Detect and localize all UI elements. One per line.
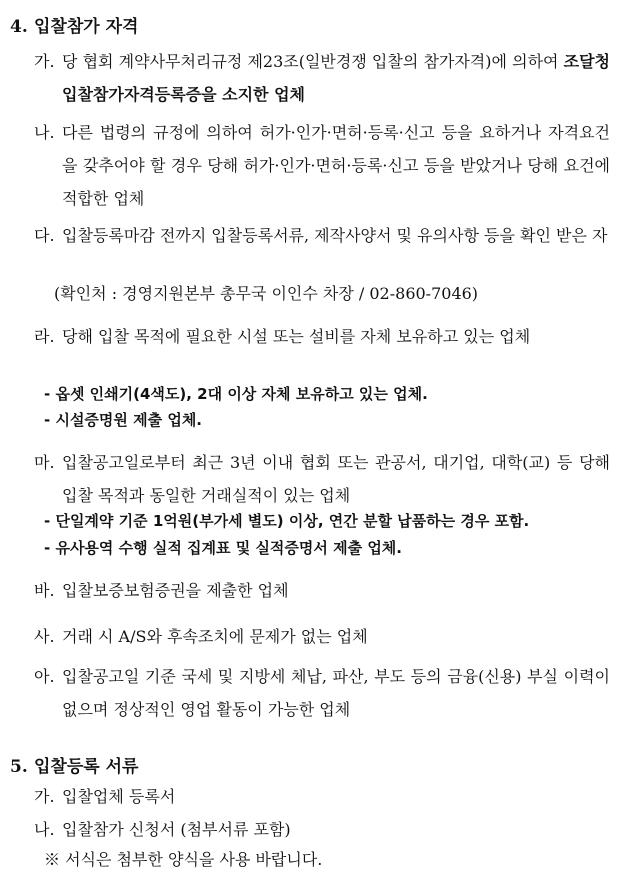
item-ga-bold-text: 조달청 입찰참가자격등록증을 소지한 업체 <box>62 52 610 104</box>
section-4-title: 입찰참가 자격 <box>34 17 139 37</box>
section-5-item-ga <box>34 780 610 813</box>
item-ra-sub-2: - 시설증명원 제출 업체. <box>44 411 203 429</box>
item-ma-text: 입찰공고일로부터 최근 3년 이내 협회 또는 관공서, 대기업, 대학(교) 등 당해 입찰 목적과 동일한 거래실적이 있는 업체 <box>62 453 610 505</box>
item-ba-marker: 바. <box>34 581 55 600</box>
item-aa-text: 입찰공고일 기준 국세 및 지방세 체납, 파산, 부도 등의 금융(신용) 부실 이력이 없으며 정상적인 영업 활동이 가능한 업체 <box>62 667 610 719</box>
item-sa-marker: 사. <box>34 627 55 646</box>
item-na-text: 다른 법령의 규정에 의하여 허가·인가·면허·등록·신고 등을 요하거나 자격요건을 갖추어야 할 경우 당해 허가·인가·면허·등록·신고 등을 받았거나 당해 요건에 적합한 업체 <box>62 123 610 208</box>
section-5-item-na-text: 입찰참가 신청서 (첨부서류 포함) <box>62 820 291 839</box>
item-ma <box>34 446 610 512</box>
item-aa <box>34 660 610 726</box>
section-5-title: 입찰등록 서류 <box>34 757 139 777</box>
section-4-number: 4. <box>10 17 28 37</box>
section-5-item-ga-text: 입찰업체 등록서 <box>62 787 176 806</box>
item-ra-text: 당해 입찰 목적에 필요한 시설 또는 설비를 자체 보유하고 있는 업체 <box>62 327 531 346</box>
item-ra-sub-1: - 옵셋 인쇄기(4색도), 2대 이상 자체 보유하고 있는 업체. <box>44 385 428 403</box>
item-ma-sub-1: - 단일계약 기준 1억원(부가세 별도) 이상, 연간 분할 납품하는 경우 포함. <box>44 512 530 530</box>
item-da-marker: 다. <box>34 226 55 245</box>
item-da-contact: (확인처 : 경영지원본부 총무국 이인수 차장 / 02-860-7046) <box>54 284 479 303</box>
item-ga <box>34 45 610 111</box>
item-ga-marker: 가. <box>34 52 55 71</box>
item-na-marker: 나. <box>34 123 55 142</box>
section-5-note: ※ 서식은 첨부한 양식을 사용 바랍니다. <box>44 850 323 869</box>
item-ma-marker: 마. <box>34 453 55 472</box>
item-sa <box>34 620 610 653</box>
item-ba <box>34 574 610 607</box>
section-5-number: 5. <box>10 757 28 777</box>
item-sa-text: 거래 시 A/S와 후속조치에 문제가 없는 업체 <box>62 627 368 646</box>
item-ra <box>34 320 610 353</box>
item-ra-marker: 라. <box>34 327 55 346</box>
item-na <box>34 116 610 215</box>
item-da-text: 입찰등록마감 전까지 입찰등록서류, 제작사양서 및 유의사항 등을 확인 받은 자 <box>62 226 608 245</box>
item-ba-text: 입찰보증보험증권을 제출한 업체 <box>62 581 289 600</box>
section-5-item-na <box>34 813 610 846</box>
section-5-heading <box>10 752 138 777</box>
item-aa-marker: 아. <box>34 667 55 686</box>
section-5-item-na-marker: 나. <box>34 820 55 839</box>
item-ma-sub-2: - 유사용역 수행 실적 집계표 및 실적증명서 제출 업체. <box>44 539 402 557</box>
section-4-heading <box>10 12 138 37</box>
item-ga-body <box>62 45 610 111</box>
item-ga-text: 당 협회 계약사무처리규정 제23조(일반경쟁 입찰의 참가자격)에 의하여 <box>62 52 564 71</box>
section-5-item-ga-marker: 가. <box>34 787 55 806</box>
item-da <box>34 219 610 252</box>
